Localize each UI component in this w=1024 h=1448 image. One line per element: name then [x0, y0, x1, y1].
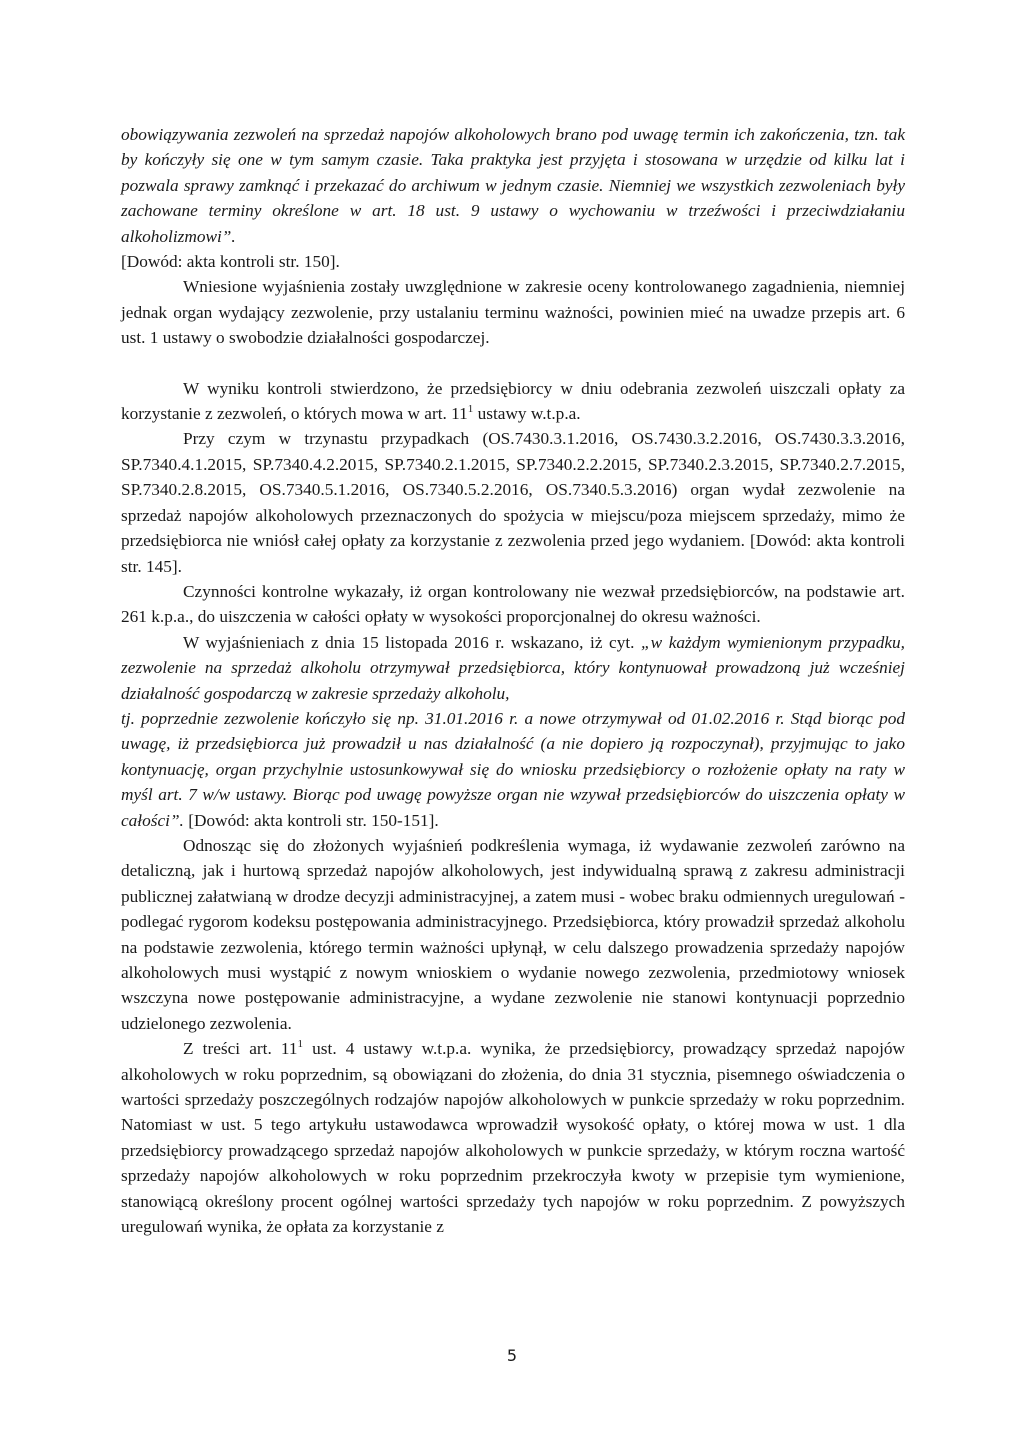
page-number: 5	[506, 1346, 518, 1365]
explanations-quote-part2: tj. poprzednie zezwolenie kończyło się np. 31.01.2016 r. a nowe otrzymywał od 01.02.2016 r. Stąd biorąc pod uwagę, iż przedsiębiorca już prowadził u nas działalność (a nie dopiero ją rozpoczynał), przyjmując to jako kontynuację, organ przychylnie ustosunkowywał się do wniosku przedsiębiorcy o rozłożenie opłaty na raty w myśl art. 7 w/w ustawy. Biorąc pod uwagę powyższe organ nie wzywał przedsiębiorców do uiszczenia opłaty w całości”.	[121, 708, 905, 830]
quoted-explanation: obowiązywania zezwoleń na sprzedaż napojów alkoholowych brano pod uwagę termin ich zakończenia, tzn. tak by kończyły się one w tym samym czasie. Taka praktyka jest przyjęta i stosowana w urzędzie od kilku lat i pozwala sprawy zamknąć i przekazać do archiwum w jednym czasie. Niemniej we wszystkich zezwoleniach były zachowane terminy określone w art. 18 ust. 9 ustawy o wychowaniu w trzeźwości i przeciwdziałaniu alkoholizmowi”.	[121, 125, 905, 246]
paragraph-statute-content	[121, 1036, 905, 1239]
statute-text: Z treści art. 11	[183, 1039, 298, 1059]
paragraph-control-activities: Czynności kontrolne wykazały, iż organ kontrolowany nie wezwał przedsiębiorców, na podstawie art. 261 k.p.a., do uiszczenia w całości opłaty w wysokości proporcjonalnej do okresu ważności.	[121, 581, 905, 627]
findings-text-end: ustawy w.t.p.a.	[473, 404, 581, 424]
paragraph-findings	[121, 376, 905, 427]
paragraph-quote-continuation	[121, 122, 905, 274]
paragraph-cases: Przy czym w trzynastu przypadkach (OS.7430.3.1.2016, OS.7430.3.2.2016, OS.7430.3.3.2016, SP.7340.4.1.2015, SP.7340.4.2.2015, SP.7340.2.1.2015, SP.7340.2.2.2015, SP.7340.2.3.2015, SP.7340.2.7.2015, SP.7340.2.8.2015, OS.7340.5.1.2016, OS.7340.5.2.2016, OS.7340.5.3.2016) organ wydał zezwolenie na sprzedaż napojów alkoholowych przeznaczonych do spożycia w miejscu/poza miejscem sprzedaży, mimo że przedsiębiorca nie wniósł całej opłaty za korzystanie z zezwolenia przed jego wydaniem. [Dowód: akta kontroli str. 145].	[121, 429, 905, 576]
paragraph-legal-analysis: Odnosząc się do złożonych wyjaśnień podkreślenia wymaga, iż wydawanie zezwoleń zarówno na detaliczną, jak i hurtową sprzedaż napojów alkoholowych, jest indywidualną sprawą z zakresu administracji publicznej załatwianą w drodze decyzji administracyjnej, a zatem musi - wobec braku odmiennych uregulowań - podlegać rygorom kodeksu postępowania administracyjnego. Przedsiębiorca, który prowadził sprzedaż alkoholu na podstawie zezwolenia, którego termin ważności upłynął, w celu dalszego prowadzenia sprzedaży napojów alkoholowych musi wystąpić z nowym wnioskiem o wydanie nowego zezwolenia, przedmiotowy wniosek wszczyna nowe postępowanie administracyjne, a wydane zezwolenie nie stanowi kontynuacji poprzednio udzielonego zezwolenia.	[121, 835, 905, 1033]
explanations-quote-part1: „w każdym wymienionym przypadku, zezwolenie na sprzedaż alkoholu otrzymywał przedsiębiorca, który kontynuował prowadzoną już wcześniej działalność gospodarczą w zakresie sprzedaży alkoholu,	[121, 632, 905, 703]
paragraph-explanations	[121, 630, 905, 833]
paragraph-spacer	[121, 351, 905, 376]
article-superscript: 1	[467, 403, 474, 416]
document-body	[121, 122, 905, 1239]
statute-text-end: ust. 4 ustawy w.t.p.a. wynika, że przedsiębiorcy, prowadzący sprzedaż napojów alkoholowych w roku poprzednim, są obowiązani do złożenia, do dnia 31 stycznia, pisemnego oświadczenia o wartości sprzedaży poszczególnych rodzajów napojów alkoholowych w punkcie sprzedaży w roku poprzednim. Natomiast w ust. 5 tego artykułu ustawodawca wprowadził wysokość opłaty, o której mowa w ust. 1 dla przedsiębiorcy prowadzącego sprzedaż napojów alkoholowych w punkcie sprzedaży, w którym roczna wartość sprzedaży napojów alkoholowych w roku poprzednim przekroczyła kwoty w przepisie tym wymienione, stanowiącą określony procent ogólnej wartości sprzedaży tych napojów w roku poprzednim. Z powyższych uregulowań wynika, że opłata za korzystanie z	[121, 1039, 905, 1237]
findings-text: W wyniku kontroli stwierdzono, że przedsiębiorcy w dniu odebrania zezwoleń uiszczali opłaty za korzystanie z zezwoleń, o których mowa w art. 11	[121, 378, 905, 424]
evidence-reference: [Dowód: akta kontroli str. 150].	[121, 252, 340, 272]
explanations-evidence: [Dowód: akta kontroli str. 150-151].	[183, 810, 439, 830]
article-superscript: 1	[297, 1038, 304, 1051]
paragraph-assessment: Wniesione wyjaśnienia zostały uwzględnione w zakresie oceny kontrolowanego zagadnienia, niemniej jednak organ wydający zezwolenie, przy ustalaniu terminu ważności, powinien mieć na uwadze przepis art. 6 ust. 1 ustawy o swobodzie działalności gospodarczej.	[121, 277, 905, 348]
explanations-lead: W wyjaśnieniach z dnia 15 listopada 2016 r. wskazano, iż cyt.	[183, 632, 642, 652]
